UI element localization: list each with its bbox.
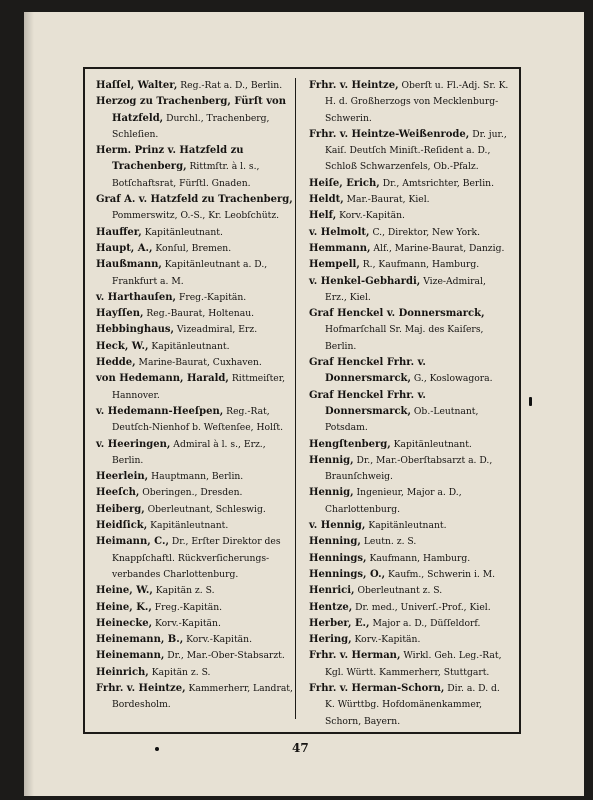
list-entry	[309, 518, 509, 534]
entry-text: Korv.-Kapitän.	[336, 210, 405, 222]
page-number: 47	[292, 741, 309, 755]
entry-name: Hemmann,	[309, 242, 371, 254]
entry-name: Herm. Prinz v. Hatzfeld zu Trachenberg,	[96, 145, 244, 173]
entry-text: Freg.-Kapitän.	[151, 601, 223, 613]
entry-name: Frhr. v. Heintze-Weißenrode,	[309, 128, 470, 140]
entry-text: Kapitänleutnant a. D., Frankfurt a. M.	[112, 259, 268, 287]
list-entry	[309, 453, 509, 486]
entry-name: Frhr. v. Herman-Schorn,	[309, 682, 445, 694]
entry-name: Hempell,	[309, 259, 360, 271]
entry-name: Frhr. v. Heintze,	[309, 80, 399, 91]
entry-name: Heiberg,	[96, 503, 145, 515]
entry-text: G., Koslowagora.	[410, 373, 493, 385]
entry-text: Vize-Admiral, Erz., Kiel.	[325, 275, 486, 303]
entry-text: Dr. med., Univerſ.-Prof., Kiel.	[352, 601, 491, 613]
list-entry	[309, 388, 509, 437]
entry-text: Reg.-Rat a. D., Berlin.	[177, 80, 283, 91]
list-entry	[309, 306, 509, 355]
entry-name: v. Henkel-Gebhardi,	[309, 275, 421, 287]
entry-name: Hengſtenberg,	[309, 438, 391, 450]
entry-text: Ingenieur, Major a. D., Charlottenburg.	[325, 487, 462, 515]
list-entry	[309, 225, 509, 241]
entry-name: v. Hedemann-Heeſpen,	[96, 405, 224, 417]
list-entry	[309, 534, 509, 550]
entry-name: Heerlein,	[96, 471, 149, 483]
list-entry	[309, 241, 509, 257]
list-entry	[96, 469, 296, 485]
entry-text: Dr., Mar.-Ober-Stabsarzt.	[164, 650, 285, 662]
entry-name: Heinemann,	[96, 650, 165, 662]
entry-text: Dir. a. D. d. K. Württbg. Hofdomänenkammer, Schorn, Bayern.	[325, 682, 500, 727]
list-entry	[96, 600, 296, 616]
list-entry	[96, 355, 296, 371]
list-entry	[96, 306, 296, 322]
entry-name: Hedde,	[96, 357, 136, 369]
list-entry	[309, 176, 509, 192]
entry-text: Dr., Amtsrichter, Berlin.	[379, 177, 495, 189]
entry-name: Helf,	[309, 210, 337, 222]
entry-name: Haſſel, Walter,	[96, 80, 178, 91]
list-entry	[96, 339, 296, 355]
list-entry	[309, 616, 509, 632]
entry-text: Kapitän z. S.	[152, 585, 215, 597]
entry-name: Heinecke,	[96, 617, 153, 629]
entry-name: Hauffer,	[96, 226, 142, 238]
list-entry	[309, 437, 509, 453]
entry-text: Pommerswitz, O.-S., Kr. Leobſchütz.	[112, 210, 280, 222]
entry-text: Ob.-Leutnant, Potsdam.	[325, 405, 479, 434]
entry-text: Major a. D., Düſſeldorf.	[369, 617, 481, 629]
list-entry	[96, 94, 296, 143]
entry-text: Oberleutnant z. S.	[354, 585, 443, 597]
entry-text: Korv.-Kapitän.	[183, 634, 252, 646]
list-entry	[309, 551, 509, 567]
list-entry	[309, 274, 509, 307]
list-entry	[96, 404, 296, 437]
entry-text: Kapitänleutnant.	[141, 226, 223, 238]
list-entry	[309, 583, 509, 599]
entry-name: v. Heeringen,	[96, 438, 171, 450]
entry-text: Durchl., Trachenberg, Schleſien.	[112, 112, 270, 140]
entry-name: Heck, W.,	[96, 340, 149, 352]
entry-name: Haußmann,	[96, 259, 162, 271]
entry-text: Dr. jur., Kaiſ. Deutſch Miniſt.-Reſident a. D., Schloß Schwarzenfels, Ob.-Pfalz.	[325, 128, 507, 173]
entry-text: Rittmeiſter, Hannover.	[112, 373, 286, 401]
entry-text: Kaufm., Schwerin i. M.	[385, 568, 496, 580]
entry-name: Heinemann, B.,	[96, 634, 184, 646]
list-entry	[96, 192, 296, 225]
list-entry	[309, 681, 509, 730]
list-entry	[96, 648, 296, 664]
right-column	[309, 78, 509, 730]
list-entry	[96, 371, 296, 404]
entry-text: Kapitänleutnant.	[148, 340, 230, 352]
entry-name: Haupt, A.,	[96, 242, 153, 254]
entry-name: Hering,	[309, 634, 352, 646]
list-entry	[96, 583, 296, 599]
list-entry	[96, 143, 296, 192]
entry-text: C., Direktor, New York.	[369, 226, 480, 238]
list-entry	[96, 681, 296, 714]
entry-text: Leutn. z. S.	[360, 536, 417, 548]
entry-text: Admiral à l. s., Erz., Berlin.	[112, 438, 266, 466]
entry-name: Frhr. v. Herman,	[309, 650, 401, 662]
entry-name: Hennig,	[309, 454, 354, 466]
list-entry	[96, 632, 296, 648]
entry-name: Hennings, O.,	[309, 568, 386, 580]
entry-text: Korv.-Kapitän.	[351, 634, 421, 646]
list-entry	[309, 78, 509, 127]
entry-text: R., Kaufmann, Hamburg.	[359, 259, 480, 271]
left-column	[96, 78, 296, 714]
entry-text: Kapitänleutnant.	[147, 520, 229, 532]
entry-name: Heldt,	[309, 194, 344, 206]
list-entry	[96, 437, 296, 470]
list-entry	[309, 600, 509, 616]
entry-text: Konſul, Bremen.	[152, 242, 232, 254]
entry-name: Graf Henckel Frhr. v. Donnersmarck,	[309, 389, 426, 417]
entry-name: Hennig,	[309, 487, 354, 499]
entry-name: v. Helmolt,	[309, 226, 370, 238]
list-entry	[309, 648, 509, 681]
entry-name: Hentze,	[309, 601, 353, 613]
entry-name: Graf A. v. Hatzfeld zu Trachenberg,	[96, 194, 293, 206]
book-page	[24, 12, 584, 796]
list-entry	[96, 322, 296, 338]
entry-text: Oberleutnant, Schleswig.	[144, 503, 266, 515]
entry-text: Dr., Erſter Direktor des Knappſchaftl. Rückverſicherungs-verbandes Charlottenburg.	[112, 536, 281, 580]
list-entry	[96, 257, 296, 290]
entry-name: v. Harthauſen,	[96, 291, 177, 303]
entry-name: Graf Henckel Frhr. v. Donnersmarck,	[309, 357, 426, 385]
entry-text: Dr., Mar.-Oberſtabsarzt a. D., Braunſchweig.	[325, 454, 493, 483]
entry-name: Hennings,	[309, 552, 367, 564]
list-entry	[96, 616, 296, 632]
entry-name: Henning,	[309, 536, 361, 548]
entry-text: Korv.-Kapitän.	[152, 617, 221, 629]
entry-name: Heidſick,	[96, 520, 148, 532]
list-entry	[96, 665, 296, 681]
list-entry	[309, 355, 509, 388]
list-entry	[309, 127, 509, 176]
entry-text: Oberingen., Dresden.	[139, 487, 243, 499]
entry-text: Marine-Baurat, Cuxhaven.	[135, 357, 262, 369]
entry-name: Heine, W.,	[96, 585, 153, 597]
entry-text: Oberſt u. Fl.-Adj. Sr. K. H. d. Großherzogs von Mecklenburg-Schwerin.	[325, 80, 509, 124]
list-entry	[96, 502, 296, 518]
entry-text: Vizeadmiral, Erz.	[174, 324, 258, 336]
entry-name: Herber, E.,	[309, 617, 370, 629]
entry-name: Heinrich,	[96, 666, 149, 678]
ink-speck	[529, 397, 532, 406]
entry-text: Alf., Marine-Baurat, Danzig.	[370, 242, 505, 254]
entry-name: v. Hennig,	[309, 520, 366, 532]
entry-name: Herzog zu Trachenberg, Fürſt von Hatzfeld,	[96, 96, 286, 124]
list-entry	[96, 241, 296, 257]
entry-name: Heiſe, Erich,	[309, 177, 380, 189]
entry-name: Graf Henckel v. Donnersmarck,	[309, 308, 485, 320]
entry-text: Hofmarſchall Sr. Maj. des Kaiſers, Berlin.	[325, 324, 484, 352]
entry-text: Reg.-Baurat, Holtenau.	[143, 308, 255, 320]
entry-name: Heimann, C.,	[96, 536, 169, 548]
list-entry	[309, 632, 509, 648]
list-entry	[309, 192, 509, 208]
list-entry	[96, 534, 296, 583]
list-entry	[96, 290, 296, 306]
entry-text: Freg.-Kapitän.	[176, 291, 247, 303]
ink-speck	[155, 747, 159, 751]
list-entry	[96, 78, 296, 94]
entry-name: Hayſſen,	[96, 308, 144, 320]
entry-text: Kapitänleutnant.	[365, 520, 447, 532]
entry-text: Kaufmann, Hamburg.	[366, 552, 471, 564]
entry-text: Kapitän z. S.	[148, 666, 211, 678]
list-entry	[309, 208, 509, 224]
entry-name: Heeſch,	[96, 487, 140, 499]
entry-name: Hebbinghaus,	[96, 324, 174, 336]
list-entry	[96, 225, 296, 241]
entry-text: Hauptmann, Berlin.	[148, 471, 244, 483]
entry-name: Henrici,	[309, 585, 355, 597]
list-entry	[309, 257, 509, 273]
entry-text: Mar.-Baurat, Kiel.	[343, 194, 430, 206]
entry-name: Frhr. v. Heintze,	[96, 682, 186, 694]
entry-text: Rittmſtr. à l. s., Botſchaftsrat, Fürſtl. Gnaden.	[112, 161, 260, 189]
entry-text: Kammerherr, Landrat, Bordesholm.	[112, 682, 293, 711]
list-entry	[96, 518, 296, 534]
list-entry	[309, 485, 509, 518]
list-entry	[309, 567, 509, 583]
entry-name: von Hedemann, Harald,	[96, 373, 229, 385]
entry-text: Kapitänleutnant.	[390, 438, 472, 450]
entry-text: Reg.-Rat, Deutſch-Nienhof b. Weſtenſee, Holſt.	[112, 405, 283, 434]
entry-text: Wirkl. Geh. Leg.-Rat, Kgl. Württ. Kammerherr, Stuttgart.	[325, 650, 502, 678]
entry-name: Heine, K.,	[96, 601, 152, 613]
list-entry	[96, 485, 296, 501]
